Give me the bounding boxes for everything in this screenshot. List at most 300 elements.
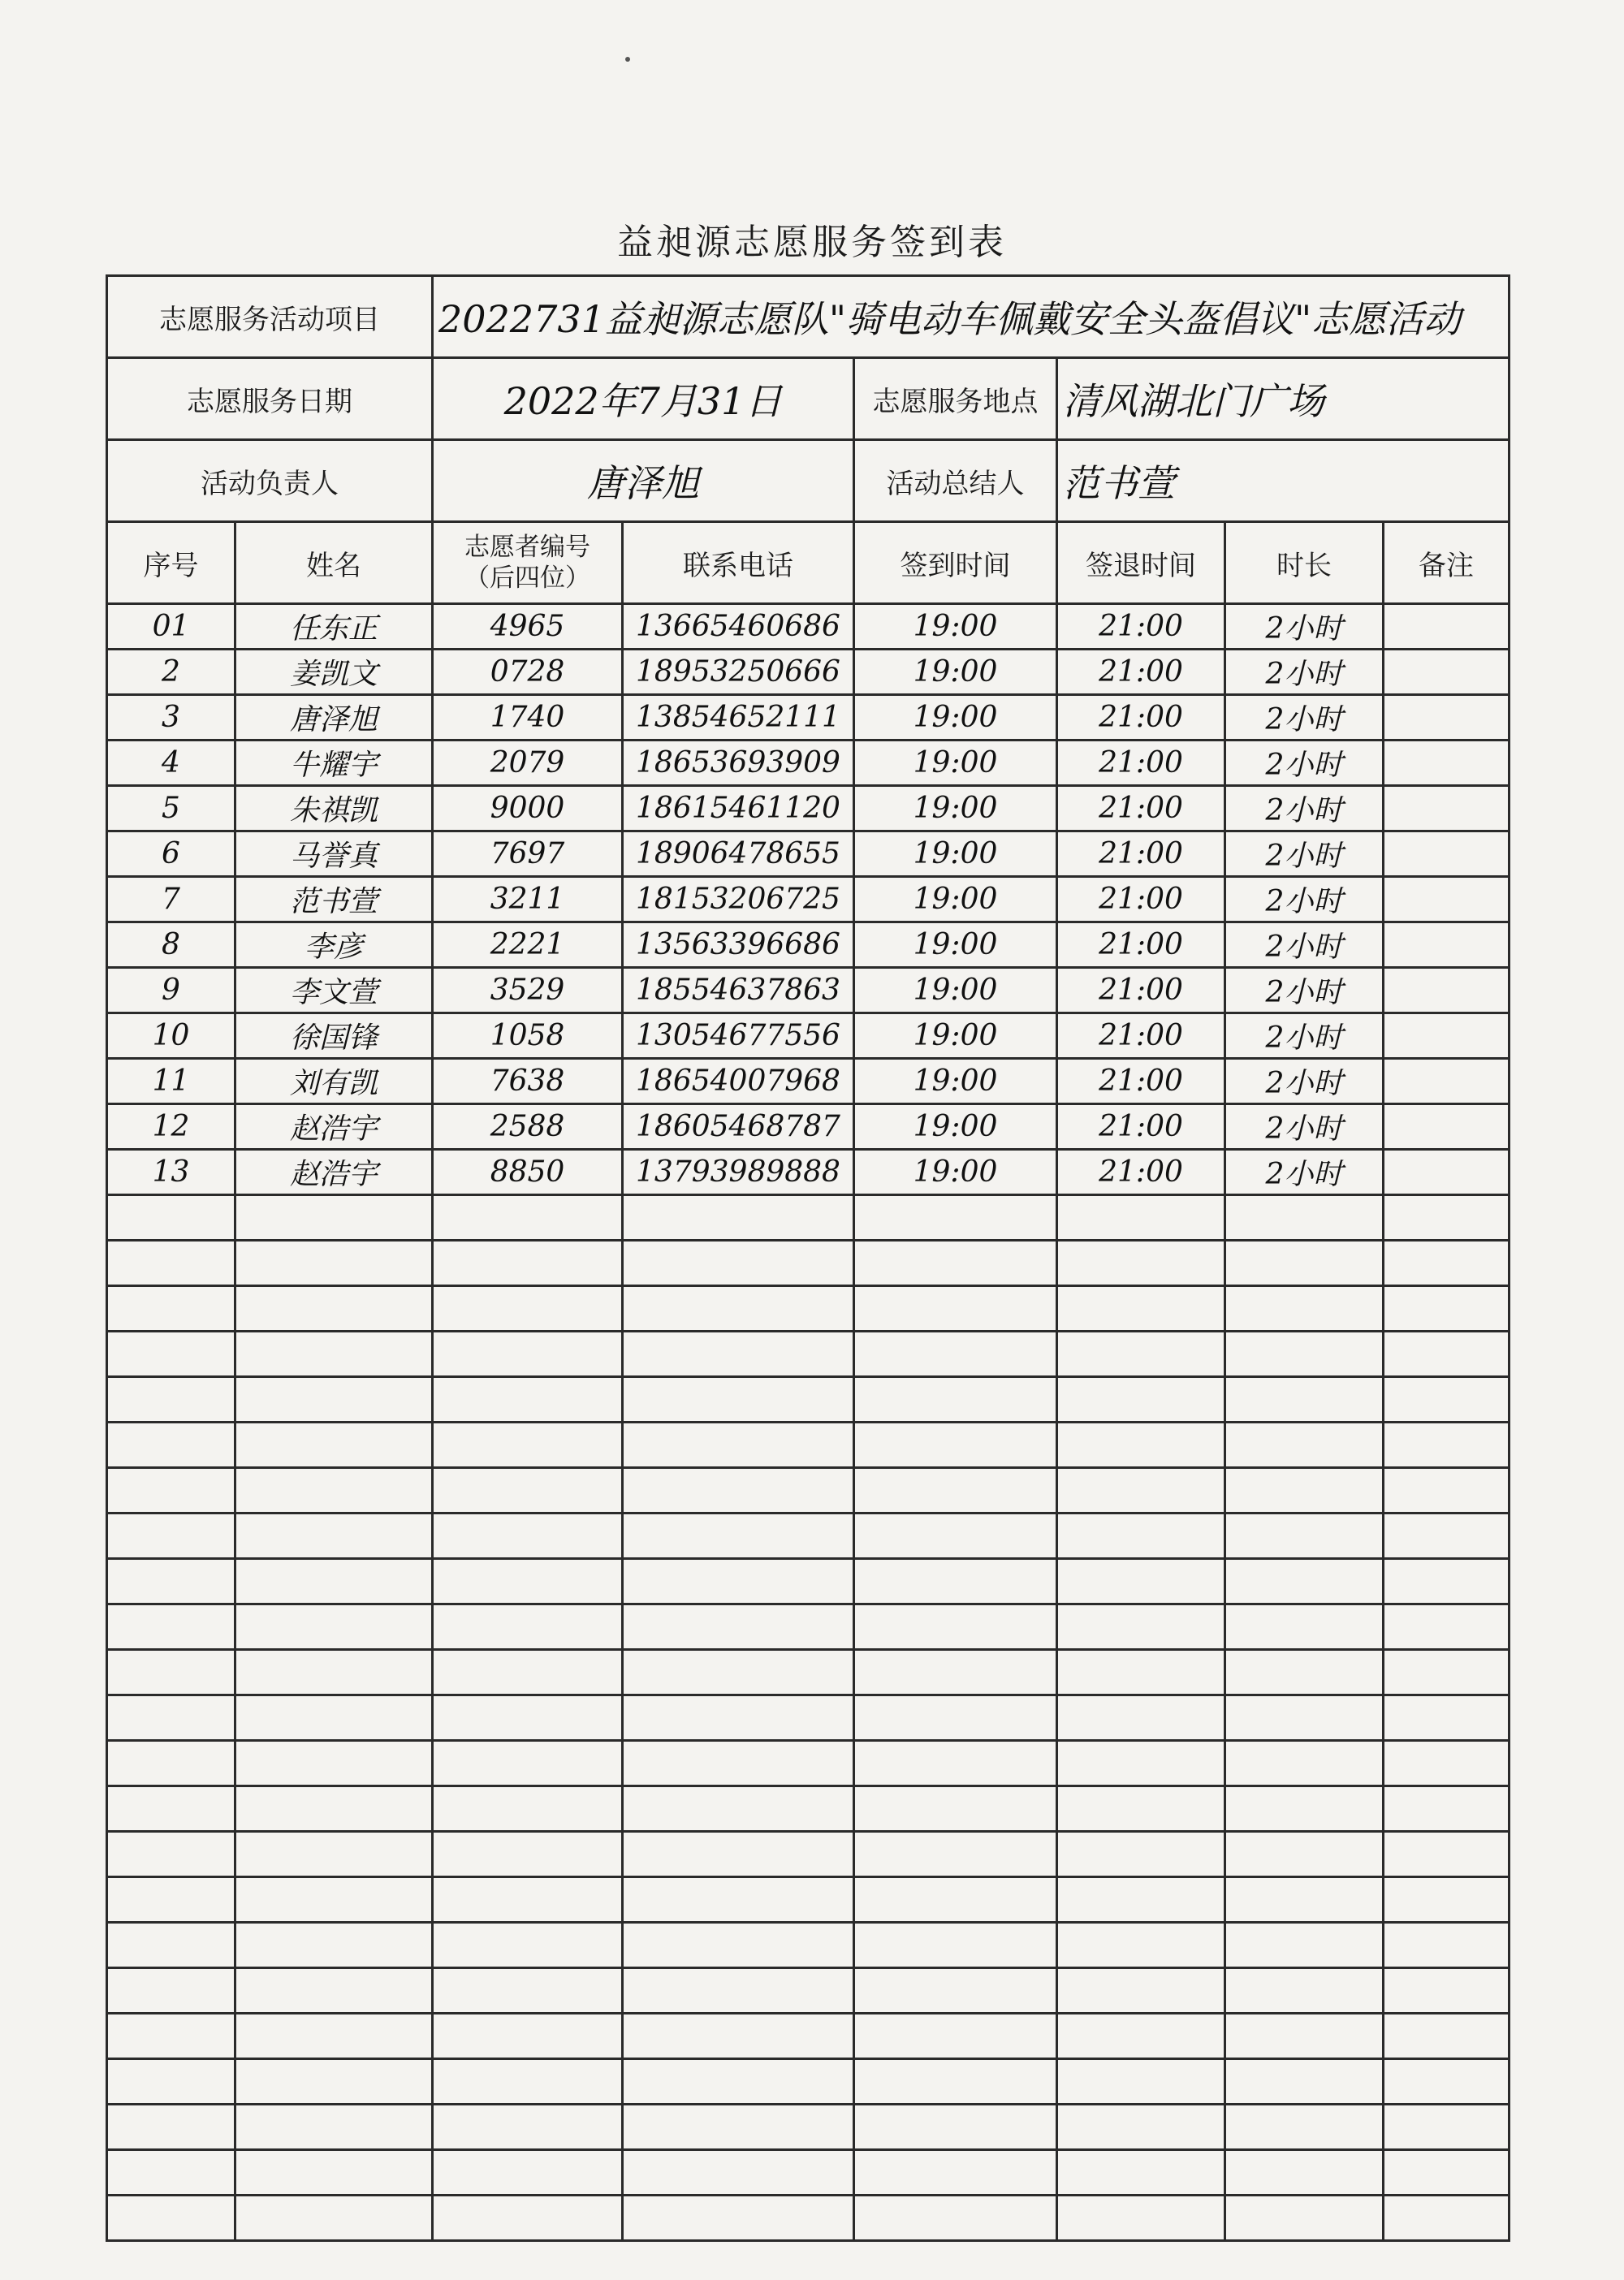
- blank-cell: [235, 1741, 433, 1786]
- blank-cell: [235, 1604, 433, 1650]
- summary-value: 范书萱: [1057, 440, 1510, 522]
- cell-name: 范书萱: [235, 877, 433, 922]
- blank-cell: [107, 1286, 235, 1332]
- cell-duration: 2小时: [1225, 922, 1384, 968]
- blank-row: [107, 1604, 1510, 1650]
- blank-cell: [433, 2059, 623, 2105]
- date-value: 2022年7月31日: [433, 358, 854, 440]
- blank-row: [107, 1195, 1510, 1241]
- blank-cell: [1057, 1241, 1225, 1286]
- cell-checkin: 19:00: [854, 695, 1057, 741]
- blank-cell: [1057, 1741, 1225, 1786]
- date-place-row: [107, 358, 1510, 440]
- blank-cell: [107, 2105, 235, 2150]
- blank-cell: [235, 1650, 433, 1695]
- cell-checkin: 19:00: [854, 786, 1057, 831]
- blank-cell: [433, 1695, 623, 1741]
- cell-no: 6: [107, 831, 235, 877]
- cell-phone: 18153206725: [623, 877, 854, 922]
- signin-table: [106, 274, 1510, 2242]
- cell-id: 1058: [433, 1013, 623, 1059]
- cell-no: 13: [107, 1150, 235, 1195]
- blank-cell: [1384, 1741, 1510, 1786]
- cell-no: 01: [107, 604, 235, 650]
- blank-cell: [235, 1786, 433, 1832]
- cell-id: 3211: [433, 877, 623, 922]
- blank-cell: [854, 1786, 1057, 1832]
- blank-cell: [1384, 1650, 1510, 1695]
- cell-id: 2588: [433, 1104, 623, 1150]
- cell-name: 徐国锋: [235, 1013, 433, 1059]
- cell-checkin: 19:00: [854, 741, 1057, 786]
- blank-cell: [623, 1786, 854, 1832]
- blank-cell: [433, 1786, 623, 1832]
- blank-cell: [1384, 1786, 1510, 1832]
- blank-cell: [1384, 2150, 1510, 2196]
- cell-checkout: 21:00: [1057, 786, 1225, 831]
- cell-checkin: 19:00: [854, 877, 1057, 922]
- blank-cell: [1057, 1286, 1225, 1332]
- blank-cell: [1225, 1741, 1384, 1786]
- blank-row: [107, 1832, 1510, 1877]
- blank-row: [107, 2196, 1510, 2241]
- col-volunteer-id-line2: （后四位）: [464, 564, 590, 593]
- blank-cell: [1225, 1786, 1384, 1832]
- blank-row: [107, 1559, 1510, 1604]
- leader-value: 唐泽旭: [433, 440, 854, 522]
- blank-cell: [107, 2196, 235, 2241]
- blank-cell: [1384, 1604, 1510, 1650]
- cell-phone: 13563396686: [623, 922, 854, 968]
- blank-cell: [107, 1604, 235, 1650]
- blank-cell: [1225, 1559, 1384, 1604]
- blank-cell: [1057, 1695, 1225, 1741]
- cell-duration: 2小时: [1225, 741, 1384, 786]
- blank-cell: [854, 1741, 1057, 1786]
- blank-cell: [1225, 1923, 1384, 1968]
- cell-phone: 18906478655: [623, 831, 854, 877]
- cell-checkout: 21:00: [1057, 1059, 1225, 1104]
- project-value: 2022731益昶源志愿队"骑电动车佩戴安全头盔倡议"志愿活动: [433, 276, 1510, 358]
- cell-duration: 2小时: [1225, 1013, 1384, 1059]
- cell-checkin: 19:00: [854, 922, 1057, 968]
- blank-cell: [1384, 1832, 1510, 1877]
- blank-cell: [854, 1514, 1057, 1559]
- blank-cell: [1384, 1241, 1510, 1286]
- blank-cell: [854, 1195, 1057, 1241]
- blank-cell: [1225, 1468, 1384, 1514]
- cell-checkout: 21:00: [1057, 604, 1225, 650]
- blank-cell: [1384, 1968, 1510, 2014]
- blank-row: [107, 2014, 1510, 2059]
- blank-cell: [854, 2150, 1057, 2196]
- cell-checkin: 19:00: [854, 1013, 1057, 1059]
- blank-cell: [1225, 1514, 1384, 1559]
- blank-cell: [235, 1877, 433, 1923]
- blank-cell: [854, 1923, 1057, 1968]
- cell-duration: 2小时: [1225, 831, 1384, 877]
- blank-row: [107, 1514, 1510, 1559]
- blank-cell: [107, 1377, 235, 1423]
- place-value: 清风湖北门广场: [1057, 358, 1510, 440]
- blank-cell: [433, 1377, 623, 1423]
- cell-name: 李文萱: [235, 968, 433, 1013]
- blank-cell: [854, 1877, 1057, 1923]
- blank-cell: [107, 1514, 235, 1559]
- blank-cell: [1225, 1650, 1384, 1695]
- cell-remark: [1384, 1150, 1510, 1195]
- leader-label: 活动负责人: [107, 440, 433, 522]
- cell-phone: 18653693909: [623, 741, 854, 786]
- blank-cell: [854, 1604, 1057, 1650]
- column-header-row: [107, 522, 1510, 604]
- cell-remark: [1384, 877, 1510, 922]
- project-row: [107, 276, 1510, 358]
- blank-cell: [854, 1377, 1057, 1423]
- blank-cell: [235, 2014, 433, 2059]
- cell-id: 7697: [433, 831, 623, 877]
- blank-cell: [1225, 1332, 1384, 1377]
- blank-cell: [1057, 1332, 1225, 1377]
- blank-cell: [433, 1332, 623, 1377]
- cell-duration: 2小时: [1225, 604, 1384, 650]
- blank-cell: [854, 1695, 1057, 1741]
- col-no: 序号: [107, 522, 235, 604]
- blank-cell: [1057, 1195, 1225, 1241]
- cell-no: 7: [107, 877, 235, 922]
- cell-checkout: 21:00: [1057, 1013, 1225, 1059]
- table-row: [107, 922, 1510, 968]
- cell-phone: 13854652111: [623, 695, 854, 741]
- blank-cell: [623, 1468, 854, 1514]
- cell-id: 9000: [433, 786, 623, 831]
- blank-row: [107, 1877, 1510, 1923]
- cell-id: 2221: [433, 922, 623, 968]
- blank-cell: [1225, 1695, 1384, 1741]
- cell-id: 1740: [433, 695, 623, 741]
- cell-name: 朱祺凯: [235, 786, 433, 831]
- blank-cell: [235, 1514, 433, 1559]
- blank-cell: [1225, 1968, 1384, 2014]
- cell-id: 2079: [433, 741, 623, 786]
- blank-cell: [107, 1877, 235, 1923]
- blank-cell: [235, 1423, 433, 1468]
- cell-remark: [1384, 786, 1510, 831]
- blank-cell: [854, 2196, 1057, 2241]
- blank-row: [107, 2059, 1510, 2105]
- blank-cell: [623, 1604, 854, 1650]
- blank-cell: [1057, 1423, 1225, 1468]
- table-row: [107, 1104, 1510, 1150]
- cell-duration: 2小时: [1225, 1059, 1384, 1104]
- blank-cell: [433, 1968, 623, 2014]
- blank-cell: [1384, 1195, 1510, 1241]
- blank-cell: [623, 1968, 854, 2014]
- blank-cell: [107, 1468, 235, 1514]
- blank-cell: [235, 1241, 433, 1286]
- blank-cell: [107, 1968, 235, 2014]
- cell-remark: [1384, 831, 1510, 877]
- cell-name: 唐泽旭: [235, 695, 433, 741]
- blank-cell: [1384, 1559, 1510, 1604]
- blank-cell: [235, 2105, 433, 2150]
- cell-checkout: 21:00: [1057, 695, 1225, 741]
- blank-row: [107, 1423, 1510, 1468]
- blank-cell: [623, 1195, 854, 1241]
- blank-cell: [1225, 2014, 1384, 2059]
- cell-no: 2: [107, 650, 235, 695]
- blank-cell: [107, 1923, 235, 1968]
- blank-cell: [1225, 1832, 1384, 1877]
- cell-name: 李彦: [235, 922, 433, 968]
- col-name: 姓名: [235, 522, 433, 604]
- blank-row: [107, 1468, 1510, 1514]
- blank-cell: [235, 1559, 433, 1604]
- blank-cell: [623, 1423, 854, 1468]
- blank-cell: [1225, 2150, 1384, 2196]
- blank-cell: [854, 2059, 1057, 2105]
- blank-cell: [854, 1241, 1057, 1286]
- page-title: 益昶源志愿服务签到表: [617, 222, 1007, 263]
- cell-checkout: 21:00: [1057, 1104, 1225, 1150]
- cell-name: 赵浩宇: [235, 1104, 433, 1150]
- blank-cell: [235, 2059, 433, 2105]
- blank-cell: [623, 1650, 854, 1695]
- cell-phone: 18554637863: [623, 968, 854, 1013]
- blank-cell: [107, 1332, 235, 1377]
- col-checkout: 签退时间: [1057, 522, 1225, 604]
- blank-cell: [1384, 1923, 1510, 1968]
- cell-no: 5: [107, 786, 235, 831]
- table-row: [107, 604, 1510, 650]
- cell-no: 3: [107, 695, 235, 741]
- blank-row: [107, 1968, 1510, 2014]
- scan-speck: [625, 57, 630, 62]
- table-row: [107, 877, 1510, 922]
- blank-cell: [623, 1514, 854, 1559]
- cell-name: 赵浩宇: [235, 1150, 433, 1195]
- blank-cell: [854, 2105, 1057, 2150]
- cell-checkout: 21:00: [1057, 922, 1225, 968]
- cell-checkin: 19:00: [854, 604, 1057, 650]
- blank-cell: [1057, 2196, 1225, 2241]
- blank-cell: [623, 2014, 854, 2059]
- blank-cell: [623, 1832, 854, 1877]
- blank-cell: [1057, 2014, 1225, 2059]
- cell-remark: [1384, 1059, 1510, 1104]
- blank-cell: [623, 1923, 854, 1968]
- blank-cell: [854, 1286, 1057, 1332]
- cell-checkin: 19:00: [854, 1150, 1057, 1195]
- cell-no: 11: [107, 1059, 235, 1104]
- blank-cell: [1057, 1832, 1225, 1877]
- table-row: [107, 1150, 1510, 1195]
- blank-cell: [1384, 2105, 1510, 2150]
- blank-cell: [854, 1423, 1057, 1468]
- blank-cell: [433, 2105, 623, 2150]
- blank-cell: [433, 1604, 623, 1650]
- cell-duration: 2小时: [1225, 877, 1384, 922]
- blank-cell: [1225, 2196, 1384, 2241]
- blank-cell: [1225, 1286, 1384, 1332]
- cell-remark: [1384, 1104, 1510, 1150]
- blank-cell: [1057, 1377, 1225, 1423]
- blank-cell: [433, 1877, 623, 1923]
- blank-cell: [1057, 1604, 1225, 1650]
- blank-cell: [1225, 1377, 1384, 1423]
- blank-cell: [433, 1650, 623, 1695]
- blank-cell: [433, 2196, 623, 2241]
- place-label: 志愿服务地点: [854, 358, 1057, 440]
- cell-id: 4965: [433, 604, 623, 650]
- blank-row: [107, 1786, 1510, 1832]
- blank-cell: [854, 1650, 1057, 1695]
- blank-row: [107, 1923, 1510, 1968]
- blank-cell: [1057, 1968, 1225, 2014]
- blank-cell: [854, 1968, 1057, 2014]
- blank-cell: [1057, 1877, 1225, 1923]
- cell-duration: 2小时: [1225, 1150, 1384, 1195]
- blank-cell: [107, 1695, 235, 1741]
- blank-cell: [433, 1468, 623, 1514]
- blank-cell: [623, 1877, 854, 1923]
- cell-remark: [1384, 968, 1510, 1013]
- project-label: 志愿服务活动项目: [107, 276, 433, 358]
- cell-no: 4: [107, 741, 235, 786]
- cell-duration: 2小时: [1225, 650, 1384, 695]
- blank-cell: [623, 2196, 854, 2241]
- blank-cell: [1057, 1786, 1225, 1832]
- blank-cell: [235, 1968, 433, 2014]
- blank-cell: [1057, 1468, 1225, 1514]
- blank-cell: [433, 1514, 623, 1559]
- cell-name: 姜凯文: [235, 650, 433, 695]
- table-row: [107, 1059, 1510, 1104]
- blank-cell: [107, 1650, 235, 1695]
- blank-row: [107, 1377, 1510, 1423]
- blank-cell: [235, 2196, 433, 2241]
- blank-row: [107, 1650, 1510, 1695]
- blank-cell: [623, 1695, 854, 1741]
- blank-row: [107, 1332, 1510, 1377]
- blank-cell: [1384, 1286, 1510, 1332]
- blank-cell: [623, 1377, 854, 1423]
- table-row: [107, 786, 1510, 831]
- blank-cell: [107, 1423, 235, 1468]
- blank-cell: [623, 1559, 854, 1604]
- blank-cell: [1225, 1241, 1384, 1286]
- blank-cell: [107, 1195, 235, 1241]
- blank-cell: [235, 1286, 433, 1332]
- blank-cell: [854, 1468, 1057, 1514]
- blank-cell: [433, 2014, 623, 2059]
- blank-cell: [623, 1286, 854, 1332]
- blank-cell: [433, 1741, 623, 1786]
- blank-cell: [854, 1332, 1057, 1377]
- blank-cell: [235, 2150, 433, 2196]
- col-checkin: 签到时间: [854, 522, 1057, 604]
- blank-cell: [235, 1332, 433, 1377]
- table-row: [107, 695, 1510, 741]
- col-volunteer-id: [433, 522, 623, 604]
- table-row: [107, 650, 1510, 695]
- blank-cell: [1384, 1877, 1510, 1923]
- blank-cell: [1384, 1423, 1510, 1468]
- blank-cell: [235, 1695, 433, 1741]
- blank-cell: [433, 1923, 623, 1968]
- blank-cell: [1057, 1559, 1225, 1604]
- blank-cell: [107, 1741, 235, 1786]
- cell-checkin: 19:00: [854, 1104, 1057, 1150]
- table-row: [107, 831, 1510, 877]
- col-duration: 时长: [1225, 522, 1384, 604]
- blank-cell: [433, 1832, 623, 1877]
- cell-phone: 13054677556: [623, 1013, 854, 1059]
- blank-cell: [1225, 1195, 1384, 1241]
- blank-cell: [433, 1195, 623, 1241]
- col-volunteer-id-line1: 志愿者编号: [464, 533, 590, 562]
- blank-cell: [433, 2150, 623, 2196]
- cell-phone: 18605468787: [623, 1104, 854, 1150]
- cell-id: 3529: [433, 968, 623, 1013]
- cell-checkout: 21:00: [1057, 877, 1225, 922]
- blank-cell: [1225, 1604, 1384, 1650]
- blank-cell: [1384, 2059, 1510, 2105]
- blank-cell: [623, 1741, 854, 1786]
- blank-cell: [1384, 2014, 1510, 2059]
- blank-cell: [107, 1786, 235, 1832]
- blank-cell: [1384, 1468, 1510, 1514]
- blank-cell: [235, 1468, 433, 1514]
- blank-cell: [1384, 1514, 1510, 1559]
- blank-cell: [623, 1332, 854, 1377]
- blank-cell: [854, 2014, 1057, 2059]
- leader-row: [107, 440, 1510, 522]
- blank-cell: [1057, 2150, 1225, 2196]
- cell-phone: 13793989888: [623, 1150, 854, 1195]
- blank-cell: [623, 2150, 854, 2196]
- blank-row: [107, 1741, 1510, 1786]
- blank-cell: [1057, 1923, 1225, 1968]
- blank-cell: [1057, 2105, 1225, 2150]
- cell-no: 12: [107, 1104, 235, 1150]
- blank-cell: [107, 1241, 235, 1286]
- date-label: 志愿服务日期: [107, 358, 433, 440]
- blank-cell: [1057, 1650, 1225, 1695]
- blank-cell: [1057, 1514, 1225, 1559]
- blank-cell: [854, 1559, 1057, 1604]
- cell-checkin: 19:00: [854, 650, 1057, 695]
- blank-cell: [1225, 2105, 1384, 2150]
- cell-phone: 18615461120: [623, 786, 854, 831]
- blank-cell: [107, 1832, 235, 1877]
- cell-no: 9: [107, 968, 235, 1013]
- cell-no: 8: [107, 922, 235, 968]
- blank-cell: [235, 1923, 433, 1968]
- cell-checkout: 21:00: [1057, 650, 1225, 695]
- blank-cell: [1225, 1877, 1384, 1923]
- cell-checkin: 19:00: [854, 1059, 1057, 1104]
- blank-cell: [623, 2059, 854, 2105]
- cell-checkout: 21:00: [1057, 968, 1225, 1013]
- blank-cell: [433, 1241, 623, 1286]
- blank-cell: [107, 2150, 235, 2196]
- table-row: [107, 968, 1510, 1013]
- cell-checkout: 21:00: [1057, 831, 1225, 877]
- blank-cell: [107, 1559, 235, 1604]
- cell-name: 马誉真: [235, 831, 433, 877]
- cell-duration: 2小时: [1225, 968, 1384, 1013]
